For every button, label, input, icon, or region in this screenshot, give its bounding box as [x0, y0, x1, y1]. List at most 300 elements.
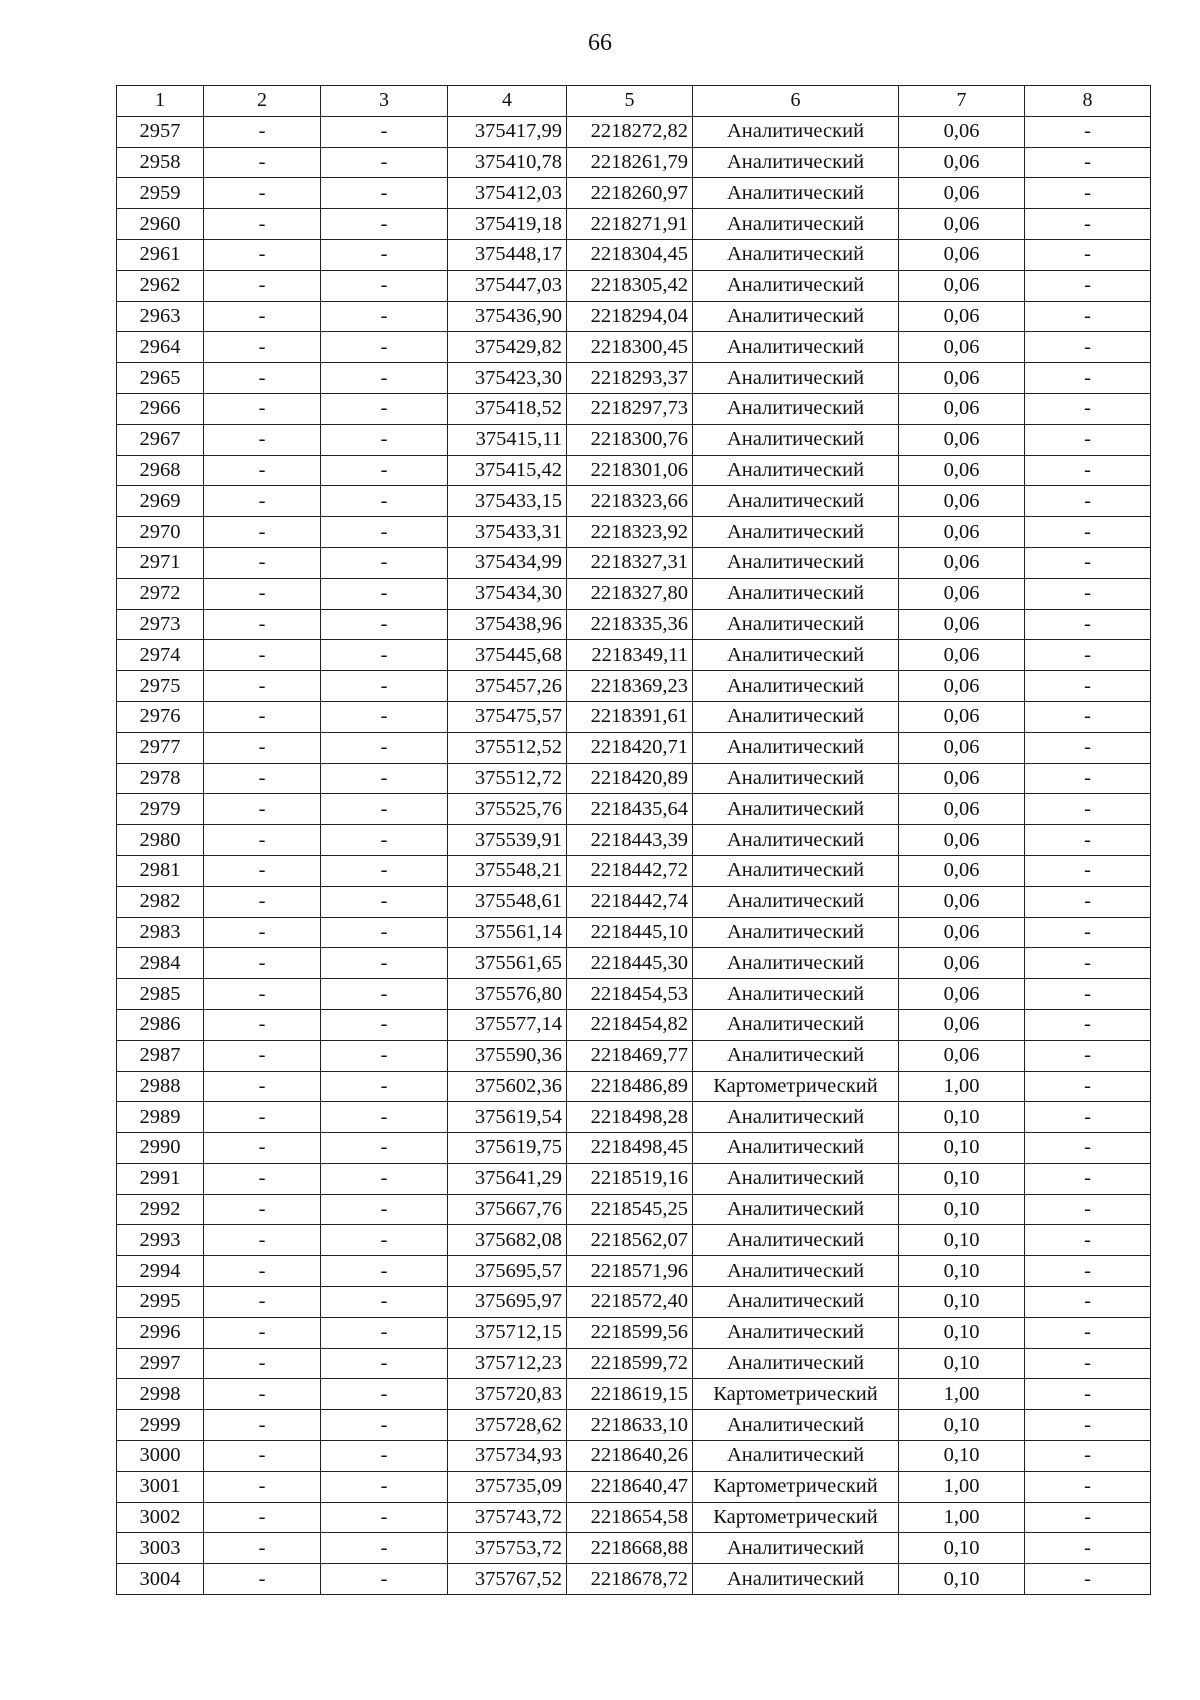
table-row [117, 732, 1151, 763]
col3-cell: - [321, 1348, 448, 1379]
table-row [117, 1225, 1151, 1256]
y-coordinate-cell: 2218272,82 [567, 116, 693, 147]
y-coordinate-cell: 2218261,79 [567, 147, 693, 178]
point-number-cell: 2965 [117, 363, 204, 394]
col8-cell: - [1025, 732, 1151, 763]
accuracy-cell: 0,06 [899, 1009, 1025, 1040]
table-row [117, 1533, 1151, 1564]
table-row [117, 1317, 1151, 1348]
y-coordinate-cell: 2218619,15 [567, 1379, 693, 1410]
col3-cell: - [321, 948, 448, 979]
y-coordinate-cell: 2218294,04 [567, 301, 693, 332]
header-cell: 5 [567, 86, 693, 117]
y-coordinate-cell: 2218640,26 [567, 1441, 693, 1472]
table-row [117, 948, 1151, 979]
table-row [117, 1348, 1151, 1379]
method-cell: Аналитический [693, 578, 899, 609]
col8-cell: - [1025, 1040, 1151, 1071]
col2-cell: - [204, 301, 321, 332]
point-number-cell: 2975 [117, 671, 204, 702]
x-coordinate-cell: 375641,29 [448, 1163, 567, 1194]
table-row [117, 455, 1151, 486]
col8-cell: - [1025, 1194, 1151, 1225]
table-row [117, 1194, 1151, 1225]
x-coordinate-cell: 375433,15 [448, 486, 567, 517]
col8-cell: - [1025, 1256, 1151, 1287]
col3-cell: - [321, 701, 448, 732]
accuracy-cell: 0,06 [899, 270, 1025, 301]
x-coordinate-cell: 375561,65 [448, 948, 567, 979]
y-coordinate-cell: 2218445,10 [567, 917, 693, 948]
point-number-cell: 2979 [117, 794, 204, 825]
accuracy-cell: 0,06 [899, 1040, 1025, 1071]
point-number-cell: 3001 [117, 1471, 204, 1502]
col2-cell: - [204, 671, 321, 702]
col2-cell: - [204, 825, 321, 856]
method-cell: Аналитический [693, 1133, 899, 1164]
col8-cell: - [1025, 363, 1151, 394]
point-number-cell: 2993 [117, 1225, 204, 1256]
y-coordinate-cell: 2218678,72 [567, 1564, 693, 1595]
header-cell: 8 [1025, 86, 1151, 117]
table-row [117, 363, 1151, 394]
col3-cell: - [321, 147, 448, 178]
point-number-cell: 2995 [117, 1287, 204, 1318]
col2-cell: - [204, 1502, 321, 1533]
x-coordinate-cell: 375419,18 [448, 209, 567, 240]
accuracy-cell: 0,06 [899, 547, 1025, 578]
y-coordinate-cell: 2218327,80 [567, 578, 693, 609]
method-cell: Аналитический [693, 1040, 899, 1071]
x-coordinate-cell: 375525,76 [448, 794, 567, 825]
point-number-cell: 2970 [117, 517, 204, 548]
col2-cell: - [204, 1009, 321, 1040]
col8-cell: - [1025, 239, 1151, 270]
col3-cell: - [321, 1410, 448, 1441]
accuracy-cell: 0,06 [899, 948, 1025, 979]
table-row [117, 609, 1151, 640]
col8-cell: - [1025, 1133, 1151, 1164]
col2-cell: - [204, 1348, 321, 1379]
col2-cell: - [204, 424, 321, 455]
method-cell: Аналитический [693, 794, 899, 825]
method-cell: Аналитический [693, 547, 899, 578]
header-cell: 2 [204, 86, 321, 117]
col2-cell: - [204, 948, 321, 979]
method-cell: Аналитический [693, 640, 899, 671]
col2-cell: - [204, 640, 321, 671]
col2-cell: - [204, 855, 321, 886]
y-coordinate-cell: 2218327,31 [567, 547, 693, 578]
table-row [117, 424, 1151, 455]
col2-cell: - [204, 239, 321, 270]
col2-cell: - [204, 486, 321, 517]
table-row [117, 671, 1151, 702]
y-coordinate-cell: 2218305,42 [567, 270, 693, 301]
x-coordinate-cell: 375561,14 [448, 917, 567, 948]
accuracy-cell: 0,10 [899, 1287, 1025, 1318]
col8-cell: - [1025, 486, 1151, 517]
method-cell: Аналитический [693, 825, 899, 856]
table-row [117, 1410, 1151, 1441]
col3-cell: - [321, 547, 448, 578]
method-cell: Аналитический [693, 147, 899, 178]
x-coordinate-cell: 375590,36 [448, 1040, 567, 1071]
y-coordinate-cell: 2218469,77 [567, 1040, 693, 1071]
col3-cell: - [321, 1194, 448, 1225]
x-coordinate-cell: 375445,68 [448, 640, 567, 671]
point-number-cell: 2966 [117, 393, 204, 424]
col2-cell: - [204, 1287, 321, 1318]
table-row [117, 301, 1151, 332]
y-coordinate-cell: 2218420,71 [567, 732, 693, 763]
col2-cell: - [204, 701, 321, 732]
x-coordinate-cell: 375712,23 [448, 1348, 567, 1379]
col2-cell: - [204, 1102, 321, 1133]
point-number-cell: 2982 [117, 886, 204, 917]
col8-cell: - [1025, 209, 1151, 240]
x-coordinate-cell: 375423,30 [448, 363, 567, 394]
x-coordinate-cell: 375619,54 [448, 1102, 567, 1133]
point-number-cell: 2994 [117, 1256, 204, 1287]
point-number-cell: 2986 [117, 1009, 204, 1040]
col3-cell: - [321, 979, 448, 1010]
col8-cell: - [1025, 578, 1151, 609]
col2-cell: - [204, 1256, 321, 1287]
y-coordinate-cell: 2218323,92 [567, 517, 693, 548]
accuracy-cell: 0,06 [899, 855, 1025, 886]
col3-cell: - [321, 640, 448, 671]
point-number-cell: 2960 [117, 209, 204, 240]
table-row [117, 1102, 1151, 1133]
accuracy-cell: 1,00 [899, 1502, 1025, 1533]
col8-cell: - [1025, 1071, 1151, 1102]
y-coordinate-cell: 2218562,07 [567, 1225, 693, 1256]
y-coordinate-cell: 2218668,88 [567, 1533, 693, 1564]
col8-cell: - [1025, 178, 1151, 209]
col8-cell: - [1025, 886, 1151, 917]
x-coordinate-cell: 375429,82 [448, 332, 567, 363]
y-coordinate-cell: 2218300,45 [567, 332, 693, 363]
col3-cell: - [321, 332, 448, 363]
y-coordinate-cell: 2218304,45 [567, 239, 693, 270]
col8-cell: - [1025, 671, 1151, 702]
y-coordinate-cell: 2218435,64 [567, 794, 693, 825]
col3-cell: - [321, 363, 448, 394]
table-body [117, 86, 1151, 1595]
table-row [117, 855, 1151, 886]
x-coordinate-cell: 375602,36 [448, 1071, 567, 1102]
table-row [117, 393, 1151, 424]
method-cell: Аналитический [693, 1009, 899, 1040]
table-row [117, 1471, 1151, 1502]
col2-cell: - [204, 393, 321, 424]
method-cell: Аналитический [693, 732, 899, 763]
col3-cell: - [321, 609, 448, 640]
col3-cell: - [321, 270, 448, 301]
point-number-cell: 2972 [117, 578, 204, 609]
col3-cell: - [321, 1102, 448, 1133]
accuracy-cell: 0,06 [899, 486, 1025, 517]
col8-cell: - [1025, 393, 1151, 424]
accuracy-cell: 0,06 [899, 116, 1025, 147]
y-coordinate-cell: 2218599,72 [567, 1348, 693, 1379]
coordinates-table-container [116, 85, 1151, 1595]
col8-cell: - [1025, 1533, 1151, 1564]
point-number-cell: 2976 [117, 701, 204, 732]
y-coordinate-cell: 2218271,91 [567, 209, 693, 240]
col2-cell: - [204, 1379, 321, 1410]
method-cell: Аналитический [693, 1225, 899, 1256]
y-coordinate-cell: 2218442,74 [567, 886, 693, 917]
col8-cell: - [1025, 948, 1151, 979]
x-coordinate-cell: 375418,52 [448, 393, 567, 424]
point-number-cell: 2963 [117, 301, 204, 332]
accuracy-cell: 0,06 [899, 332, 1025, 363]
col2-cell: - [204, 1410, 321, 1441]
method-cell: Аналитический [693, 301, 899, 332]
accuracy-cell: 0,06 [899, 393, 1025, 424]
x-coordinate-cell: 375512,72 [448, 763, 567, 794]
col3-cell: - [321, 732, 448, 763]
col8-cell: - [1025, 547, 1151, 578]
point-number-cell: 2958 [117, 147, 204, 178]
col8-cell: - [1025, 1471, 1151, 1502]
table-row [117, 332, 1151, 363]
col2-cell: - [204, 147, 321, 178]
col2-cell: - [204, 609, 321, 640]
col8-cell: - [1025, 763, 1151, 794]
col3-cell: - [321, 1502, 448, 1533]
table-row [117, 1564, 1151, 1595]
x-coordinate-cell: 375415,42 [448, 455, 567, 486]
x-coordinate-cell: 375576,80 [448, 979, 567, 1010]
col3-cell: - [321, 671, 448, 702]
point-number-cell: 3003 [117, 1533, 204, 1564]
point-number-cell: 2964 [117, 332, 204, 363]
col3-cell: - [321, 1287, 448, 1318]
table-row [117, 1163, 1151, 1194]
point-number-cell: 2997 [117, 1348, 204, 1379]
point-number-cell: 2992 [117, 1194, 204, 1225]
x-coordinate-cell: 375695,57 [448, 1256, 567, 1287]
col2-cell: - [204, 332, 321, 363]
accuracy-cell: 0,06 [899, 763, 1025, 794]
accuracy-cell: 0,06 [899, 301, 1025, 332]
col3-cell: - [321, 1071, 448, 1102]
table-row [117, 1502, 1151, 1533]
col3-cell: - [321, 393, 448, 424]
x-coordinate-cell: 375548,21 [448, 855, 567, 886]
method-cell: Аналитический [693, 671, 899, 702]
table-header-row [117, 86, 1151, 117]
point-number-cell: 2988 [117, 1071, 204, 1102]
col8-cell: - [1025, 1441, 1151, 1472]
x-coordinate-cell: 375735,09 [448, 1471, 567, 1502]
y-coordinate-cell: 2218572,40 [567, 1287, 693, 1318]
col2-cell: - [204, 1317, 321, 1348]
x-coordinate-cell: 375434,30 [448, 578, 567, 609]
col8-cell: - [1025, 424, 1151, 455]
table-row [117, 517, 1151, 548]
method-cell: Картометрический [693, 1502, 899, 1533]
table-row [117, 209, 1151, 240]
col3-cell: - [321, 1317, 448, 1348]
x-coordinate-cell: 375728,62 [448, 1410, 567, 1441]
header-cell: 6 [693, 86, 899, 117]
method-cell: Аналитический [693, 886, 899, 917]
point-number-cell: 2990 [117, 1133, 204, 1164]
point-number-cell: 2977 [117, 732, 204, 763]
method-cell: Аналитический [693, 1287, 899, 1318]
accuracy-cell: 0,10 [899, 1348, 1025, 1379]
x-coordinate-cell: 375438,96 [448, 609, 567, 640]
method-cell: Аналитический [693, 1441, 899, 1472]
point-number-cell: 2991 [117, 1163, 204, 1194]
table-row [117, 578, 1151, 609]
col2-cell: - [204, 1040, 321, 1071]
point-number-cell: 2981 [117, 855, 204, 886]
col8-cell: - [1025, 794, 1151, 825]
point-number-cell: 2996 [117, 1317, 204, 1348]
method-cell: Аналитический [693, 116, 899, 147]
col2-cell: - [204, 455, 321, 486]
col8-cell: - [1025, 855, 1151, 886]
y-coordinate-cell: 2218454,82 [567, 1009, 693, 1040]
col8-cell: - [1025, 917, 1151, 948]
table-row [117, 547, 1151, 578]
col2-cell: - [204, 1533, 321, 1564]
x-coordinate-cell: 375475,57 [448, 701, 567, 732]
method-cell: Аналитический [693, 332, 899, 363]
col8-cell: - [1025, 270, 1151, 301]
method-cell: Картометрический [693, 1471, 899, 1502]
y-coordinate-cell: 2218498,28 [567, 1102, 693, 1133]
table-row [117, 239, 1151, 270]
y-coordinate-cell: 2218420,89 [567, 763, 693, 794]
table-row [117, 486, 1151, 517]
col8-cell: - [1025, 116, 1151, 147]
col8-cell: - [1025, 1379, 1151, 1410]
col2-cell: - [204, 578, 321, 609]
point-number-cell: 2971 [117, 547, 204, 578]
table-row [117, 979, 1151, 1010]
table-row [117, 794, 1151, 825]
method-cell: Картометрический [693, 1071, 899, 1102]
accuracy-cell: 1,00 [899, 1379, 1025, 1410]
col3-cell: - [321, 1441, 448, 1472]
accuracy-cell: 0,06 [899, 732, 1025, 763]
table-row [117, 701, 1151, 732]
point-number-cell: 2967 [117, 424, 204, 455]
point-number-cell: 3002 [117, 1502, 204, 1533]
accuracy-cell: 0,06 [899, 979, 1025, 1010]
x-coordinate-cell: 375410,78 [448, 147, 567, 178]
col3-cell: - [321, 794, 448, 825]
x-coordinate-cell: 375447,03 [448, 270, 567, 301]
point-number-cell: 2980 [117, 825, 204, 856]
point-number-cell: 2987 [117, 1040, 204, 1071]
col8-cell: - [1025, 1410, 1151, 1441]
table-row [117, 116, 1151, 147]
point-number-cell: 2974 [117, 640, 204, 671]
col8-cell: - [1025, 640, 1151, 671]
table-row [117, 763, 1151, 794]
col8-cell: - [1025, 1317, 1151, 1348]
point-number-cell: 2983 [117, 917, 204, 948]
x-coordinate-cell: 375753,72 [448, 1533, 567, 1564]
y-coordinate-cell: 2218545,25 [567, 1194, 693, 1225]
x-coordinate-cell: 375619,75 [448, 1133, 567, 1164]
table-row [117, 1133, 1151, 1164]
method-cell: Аналитический [693, 855, 899, 886]
x-coordinate-cell: 375667,76 [448, 1194, 567, 1225]
col2-cell: - [204, 1441, 321, 1472]
col8-cell: - [1025, 1225, 1151, 1256]
point-number-cell: 2999 [117, 1410, 204, 1441]
x-coordinate-cell: 375548,61 [448, 886, 567, 917]
point-number-cell: 3004 [117, 1564, 204, 1595]
method-cell: Аналитический [693, 1317, 899, 1348]
y-coordinate-cell: 2218498,45 [567, 1133, 693, 1164]
accuracy-cell: 0,06 [899, 455, 1025, 486]
col2-cell: - [204, 116, 321, 147]
x-coordinate-cell: 375436,90 [448, 301, 567, 332]
col2-cell: - [204, 917, 321, 948]
table-row [117, 1071, 1151, 1102]
method-cell: Аналитический [693, 270, 899, 301]
accuracy-cell: 0,06 [899, 671, 1025, 702]
y-coordinate-cell: 2218486,89 [567, 1071, 693, 1102]
x-coordinate-cell: 375433,31 [448, 517, 567, 548]
method-cell: Аналитический [693, 424, 899, 455]
col8-cell: - [1025, 147, 1151, 178]
col3-cell: - [321, 301, 448, 332]
col2-cell: - [204, 979, 321, 1010]
accuracy-cell: 0,06 [899, 147, 1025, 178]
method-cell: Аналитический [693, 701, 899, 732]
method-cell: Аналитический [693, 1564, 899, 1595]
col2-cell: - [204, 1194, 321, 1225]
coordinates-table [116, 85, 1151, 1595]
y-coordinate-cell: 2218300,76 [567, 424, 693, 455]
y-coordinate-cell: 2218391,61 [567, 701, 693, 732]
method-cell: Аналитический [693, 1102, 899, 1133]
method-cell: Аналитический [693, 1256, 899, 1287]
point-number-cell: 2957 [117, 116, 204, 147]
table-row [117, 640, 1151, 671]
point-number-cell: 2973 [117, 609, 204, 640]
col3-cell: - [321, 825, 448, 856]
col3-cell: - [321, 1379, 448, 1410]
accuracy-cell: 0,06 [899, 363, 1025, 394]
accuracy-cell: 0,10 [899, 1133, 1025, 1164]
table-row [117, 1379, 1151, 1410]
table-row [117, 1287, 1151, 1318]
col3-cell: - [321, 424, 448, 455]
col8-cell: - [1025, 301, 1151, 332]
col3-cell: - [321, 209, 448, 240]
col8-cell: - [1025, 1009, 1151, 1040]
col2-cell: - [204, 1163, 321, 1194]
col2-cell: - [204, 363, 321, 394]
table-row [117, 147, 1151, 178]
method-cell: Аналитический [693, 917, 899, 948]
point-number-cell: 2962 [117, 270, 204, 301]
point-number-cell: 2969 [117, 486, 204, 517]
y-coordinate-cell: 2218454,53 [567, 979, 693, 1010]
header-cell: 3 [321, 86, 448, 117]
